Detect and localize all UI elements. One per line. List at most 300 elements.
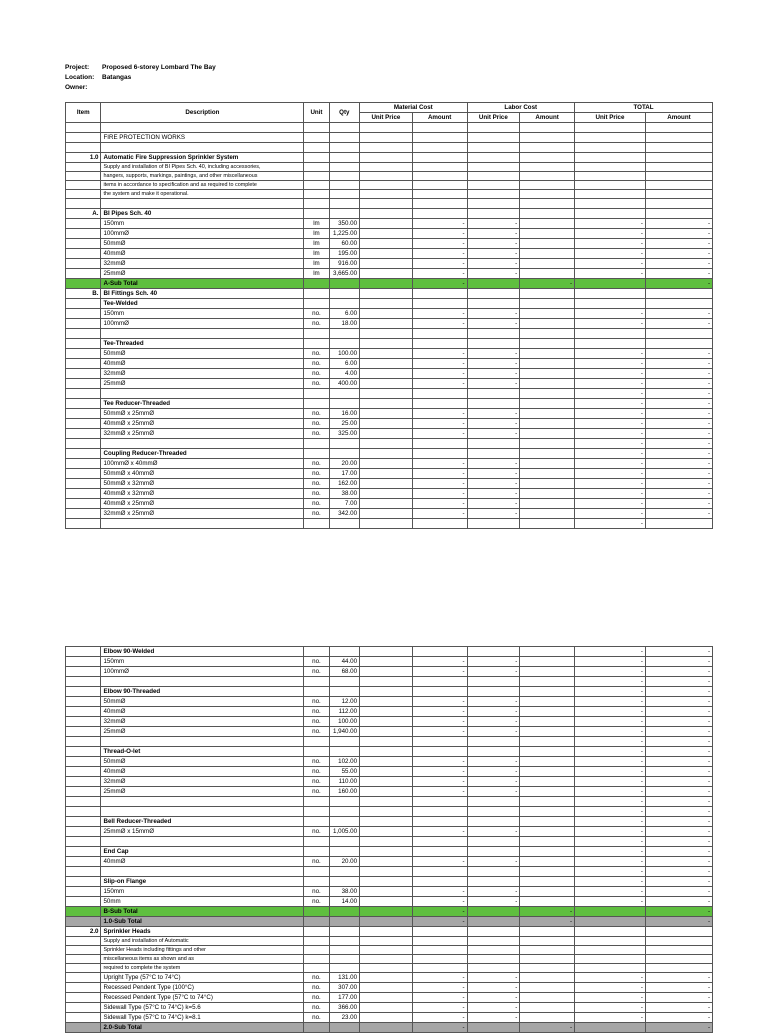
col-material-cost: Material Cost xyxy=(360,103,467,113)
cell-total-unit-price: - xyxy=(575,897,646,907)
cell-total-unit-price: - xyxy=(575,459,646,469)
cell-total-unit-price xyxy=(575,133,646,143)
cell-material-amount: - xyxy=(412,717,467,727)
cell-unit: lm xyxy=(304,229,329,239)
cell-material-unit-price xyxy=(360,163,413,172)
cell-unit xyxy=(304,927,329,937)
cell-qty xyxy=(329,937,359,946)
cell-unit: no. xyxy=(304,767,329,777)
cell-total-unit-price xyxy=(575,917,646,927)
cell-material-amount xyxy=(412,955,467,964)
cell-total-amount: - xyxy=(645,359,712,369)
cell-labor-amount xyxy=(520,249,575,259)
cell-labor-unit-price xyxy=(467,877,520,887)
cell-qty xyxy=(329,199,359,209)
cell-item-no xyxy=(66,964,101,973)
cell-material-amount: - xyxy=(412,259,467,269)
cell-total-amount: - xyxy=(645,777,712,787)
table-row xyxy=(66,1003,713,1013)
subtotal-row xyxy=(66,279,713,289)
cell-total-amount: - xyxy=(645,239,712,249)
cell-material-amount: - xyxy=(412,359,467,369)
cell-total-amount xyxy=(645,329,712,339)
cell-item-no xyxy=(66,181,101,190)
cell-item-no xyxy=(66,409,101,419)
cell-description xyxy=(101,439,304,449)
cell-material-amount: - xyxy=(412,887,467,897)
cell-total-amount: - xyxy=(645,379,712,389)
cell-labor-amount xyxy=(520,499,575,509)
cell-material-amount xyxy=(412,163,467,172)
cell-total-amount: - xyxy=(645,369,712,379)
cell-item-no xyxy=(66,359,101,369)
cell-description: 100mmØ xyxy=(101,319,304,329)
table-row xyxy=(66,927,713,937)
cell-material-unit-price xyxy=(360,955,413,964)
cell-unit: no. xyxy=(304,757,329,767)
cell-unit: no. xyxy=(304,897,329,907)
cell-total-unit-price xyxy=(575,289,646,299)
cell-labor-unit-price: - xyxy=(467,777,520,787)
cell-total-unit-price xyxy=(575,163,646,172)
cell-description: 32mmØ xyxy=(101,777,304,787)
cell-qty: 1,225.00 xyxy=(329,229,359,239)
cell-total-amount: - xyxy=(645,817,712,827)
header-row xyxy=(66,103,713,113)
cell-material-amount xyxy=(412,837,467,847)
cell-description: miscellaneous items as shown and as xyxy=(101,955,304,964)
cell-labor-unit-price: - xyxy=(467,489,520,499)
cell-material-amount: - xyxy=(412,1023,467,1033)
cell-labor-unit-price: - xyxy=(467,379,520,389)
cell-labor-amount xyxy=(520,983,575,993)
cell-qty xyxy=(329,647,359,657)
cell-total-unit-price xyxy=(575,172,646,181)
table-row xyxy=(66,857,713,867)
cell-unit xyxy=(304,399,329,409)
table-row xyxy=(66,249,713,259)
cell-total-unit-price: - xyxy=(575,647,646,657)
cell-material-amount xyxy=(412,153,467,163)
cell-qty xyxy=(329,172,359,181)
cell-labor-unit-price xyxy=(467,867,520,877)
cell-total-unit-price: - xyxy=(575,993,646,1003)
cell-labor-unit-price: - xyxy=(467,857,520,867)
cell-labor-amount xyxy=(520,399,575,409)
cell-material-unit-price xyxy=(360,897,413,907)
cell-labor-unit-price: - xyxy=(467,667,520,677)
cell-item-no xyxy=(66,697,101,707)
table-row xyxy=(66,269,713,279)
cell-material-unit-price xyxy=(360,983,413,993)
table-row xyxy=(66,677,713,687)
cell-description: 25mmØ x 15mmØ xyxy=(101,827,304,837)
cell-labor-amount xyxy=(520,153,575,163)
cell-unit xyxy=(304,163,329,172)
cell-material-unit-price xyxy=(360,133,413,143)
cell-labor-amount xyxy=(520,219,575,229)
cell-item-no xyxy=(66,389,101,399)
cell-total-amount: - xyxy=(645,907,712,917)
cell-material-amount: - xyxy=(412,249,467,259)
cell-labor-amount xyxy=(520,309,575,319)
cell-labor-amount xyxy=(520,339,575,349)
cell-labor-amount: - xyxy=(520,1023,575,1033)
cell-labor-amount xyxy=(520,807,575,817)
cell-total-unit-price xyxy=(575,927,646,937)
cell-qty: 38.00 xyxy=(329,887,359,897)
table-row xyxy=(66,349,713,359)
cell-material-amount: - xyxy=(412,777,467,787)
cell-qty: 4.00 xyxy=(329,369,359,379)
cell-material-amount xyxy=(412,289,467,299)
cell-labor-unit-price xyxy=(467,797,520,807)
cell-qty xyxy=(329,209,359,219)
cell-qty: 23.00 xyxy=(329,1013,359,1023)
cell-unit: no. xyxy=(304,887,329,897)
cell-total-unit-price: - xyxy=(575,219,646,229)
cell-material-unit-price xyxy=(360,469,413,479)
cell-labor-amount xyxy=(520,349,575,359)
table-row xyxy=(66,369,713,379)
table-row xyxy=(66,667,713,677)
cell-material-amount: - xyxy=(412,369,467,379)
cell-material-amount xyxy=(412,449,467,459)
cell-qty: 6.00 xyxy=(329,359,359,369)
cell-labor-amount xyxy=(520,229,575,239)
cell-labor-unit-price xyxy=(467,389,520,399)
cell-material-unit-price xyxy=(360,677,413,687)
table-row xyxy=(66,964,713,973)
cell-unit xyxy=(304,153,329,163)
cell-labor-unit-price: - xyxy=(467,469,520,479)
cell-item-no xyxy=(66,249,101,259)
table-row xyxy=(66,983,713,993)
cell-unit: no. xyxy=(304,459,329,469)
cell-unit: no. xyxy=(304,777,329,787)
cell-material-amount: - xyxy=(412,509,467,519)
cell-labor-amount xyxy=(520,199,575,209)
cell-qty: 307.00 xyxy=(329,983,359,993)
table-row xyxy=(66,399,713,409)
cell-material-amount: - xyxy=(412,429,467,439)
cell-material-amount: - xyxy=(412,309,467,319)
cell-description xyxy=(101,143,304,153)
cell-labor-unit-price xyxy=(467,817,520,827)
cell-material-unit-price xyxy=(360,937,413,946)
cell-total-unit-price xyxy=(575,339,646,349)
table-row xyxy=(66,797,713,807)
cell-material-amount: - xyxy=(412,229,467,239)
cell-labor-amount xyxy=(520,797,575,807)
cell-unit xyxy=(304,647,329,657)
cell-labor-unit-price: - xyxy=(467,479,520,489)
cell-item-no xyxy=(66,509,101,519)
cell-material-unit-price xyxy=(360,209,413,219)
cell-item-no xyxy=(66,172,101,181)
cell-material-unit-price xyxy=(360,927,413,937)
cell-material-unit-price xyxy=(360,509,413,519)
cell-material-amount xyxy=(412,389,467,399)
cell-description: 50mm xyxy=(101,897,304,907)
cell-unit xyxy=(304,123,329,133)
cell-unit xyxy=(304,339,329,349)
cell-labor-amount xyxy=(520,172,575,181)
cell-material-amount xyxy=(412,847,467,857)
cell-labor-amount xyxy=(520,955,575,964)
table-row xyxy=(66,229,713,239)
cell-total-amount: - xyxy=(645,499,712,509)
cell-total-unit-price: - xyxy=(575,379,646,389)
cell-material-unit-price xyxy=(360,349,413,359)
cell-total-unit-price: - xyxy=(575,1013,646,1023)
cell-material-unit-price xyxy=(360,239,413,249)
cell-item-no xyxy=(66,269,101,279)
cell-total-unit-price: - xyxy=(575,309,646,319)
cell-total-unit-price: - xyxy=(575,747,646,757)
cell-material-unit-price xyxy=(360,449,413,459)
table-row xyxy=(66,449,713,459)
cell-unit: no. xyxy=(304,717,329,727)
cell-total-unit-price: - xyxy=(575,419,646,429)
cell-qty xyxy=(329,133,359,143)
cell-item-no xyxy=(66,817,101,827)
cell-material-unit-price xyxy=(360,399,413,409)
cell-total-unit-price: - xyxy=(575,509,646,519)
cell-item-no xyxy=(66,349,101,359)
cell-item-no xyxy=(66,190,101,199)
cell-total-unit-price: - xyxy=(575,867,646,877)
cell-labor-amount xyxy=(520,359,575,369)
cell-material-unit-price xyxy=(360,143,413,153)
cell-qty: 100.00 xyxy=(329,717,359,727)
cell-material-unit-price xyxy=(360,299,413,309)
cell-labor-amount: - xyxy=(520,917,575,927)
cell-description: 25mmØ xyxy=(101,269,304,279)
cell-unit xyxy=(304,389,329,399)
cell-total-unit-price xyxy=(575,123,646,133)
cell-labor-unit-price xyxy=(467,329,520,339)
cell-total-amount xyxy=(645,519,712,529)
cell-total-unit-price xyxy=(575,955,646,964)
table-row xyxy=(66,479,713,489)
cell-total-unit-price xyxy=(575,153,646,163)
cell-labor-amount xyxy=(520,1003,575,1013)
cell-qty xyxy=(329,955,359,964)
table-row xyxy=(66,299,713,309)
cell-labor-amount xyxy=(520,847,575,857)
cell-description: Tee-Welded xyxy=(101,299,304,309)
owner-label: Owner: xyxy=(65,84,88,91)
cell-qty xyxy=(329,917,359,927)
cell-labor-amount xyxy=(520,389,575,399)
cell-labor-unit-price xyxy=(467,181,520,190)
cell-item-no xyxy=(66,499,101,509)
cell-unit xyxy=(304,190,329,199)
cell-total-unit-price: - xyxy=(575,439,646,449)
cell-labor-amount: - xyxy=(520,907,575,917)
cell-item-no xyxy=(66,199,101,209)
cell-description: hangers, supports, markings, paintings, and other miscellaneous xyxy=(101,172,304,181)
cell-total-amount xyxy=(645,123,712,133)
cell-labor-unit-price xyxy=(467,927,520,937)
cell-labor-amount xyxy=(520,509,575,519)
cell-description: 150mm xyxy=(101,887,304,897)
cell-total-unit-price: - xyxy=(575,767,646,777)
cell-unit: no. xyxy=(304,369,329,379)
cell-qty: 350.00 xyxy=(329,219,359,229)
cell-description: 1.0-Sub Total xyxy=(101,917,304,927)
cell-unit xyxy=(304,519,329,529)
cell-material-unit-price xyxy=(360,249,413,259)
cell-material-unit-price xyxy=(360,847,413,857)
cell-material-amount: - xyxy=(412,379,467,389)
cell-material-amount: - xyxy=(412,239,467,249)
cell-labor-unit-price: - xyxy=(467,419,520,429)
cell-qty xyxy=(329,964,359,973)
cell-labor-amount xyxy=(520,449,575,459)
cell-labor-unit-price: - xyxy=(467,973,520,983)
cell-material-unit-price xyxy=(360,181,413,190)
table-row xyxy=(66,319,713,329)
cell-description: 2.0-Sub Total xyxy=(101,1023,304,1033)
cell-unit: no. xyxy=(304,983,329,993)
cell-description: 40mmØ x 32mmØ xyxy=(101,489,304,499)
cell-qty xyxy=(329,737,359,747)
cell-total-amount: - xyxy=(645,867,712,877)
cell-unit: no. xyxy=(304,697,329,707)
cell-qty xyxy=(329,163,359,172)
cell-labor-unit-price xyxy=(467,847,520,857)
cell-unit xyxy=(304,737,329,747)
table-row xyxy=(66,946,713,955)
cell-total-amount: - xyxy=(645,449,712,459)
cell-description: 40mmØ xyxy=(101,857,304,867)
cell-unit xyxy=(304,289,329,299)
cell-material-unit-price xyxy=(360,647,413,657)
cell-labor-amount xyxy=(520,479,575,489)
cell-unit: no. xyxy=(304,349,329,359)
cell-description: the system and make it operational. xyxy=(101,190,304,199)
cell-total-unit-price xyxy=(575,907,646,917)
cell-description: 50mmØ xyxy=(101,239,304,249)
cell-labor-amount xyxy=(520,379,575,389)
cell-material-unit-price xyxy=(360,1003,413,1013)
cell-item-no xyxy=(66,479,101,489)
cell-item-no xyxy=(66,857,101,867)
cell-unit: no. xyxy=(304,667,329,677)
cell-item-no xyxy=(66,657,101,667)
cell-description: 50mmØ xyxy=(101,757,304,767)
cell-description: Supply and installation of Automatic xyxy=(101,937,304,946)
cell-total-amount xyxy=(645,964,712,973)
cell-labor-unit-price xyxy=(467,687,520,697)
cell-total-amount: - xyxy=(645,807,712,817)
cell-unit xyxy=(304,797,329,807)
cell-qty xyxy=(329,747,359,757)
cell-labor-unit-price: - xyxy=(467,309,520,319)
blank-row xyxy=(66,123,713,133)
cell-item-no xyxy=(66,339,101,349)
cell-labor-amount xyxy=(520,519,575,529)
table-row xyxy=(66,707,713,717)
cell-total-unit-price: - xyxy=(575,667,646,677)
cell-labor-unit-price: - xyxy=(467,657,520,667)
cell-material-unit-price xyxy=(360,827,413,837)
cell-labor-unit-price: - xyxy=(467,767,520,777)
table-row xyxy=(66,937,713,946)
cell-unit: no. xyxy=(304,657,329,667)
cell-description: Recessed Pendent Type (100°C) xyxy=(101,983,304,993)
cell-qty xyxy=(329,289,359,299)
cell-labor-amount xyxy=(520,123,575,133)
cell-qty xyxy=(329,677,359,687)
subtotal-row xyxy=(66,1023,713,1033)
cell-material-unit-price xyxy=(360,993,413,1003)
table-row xyxy=(66,887,713,897)
cell-total-amount: - xyxy=(645,1003,712,1013)
cell-item-no xyxy=(66,439,101,449)
cell-qty: 20.00 xyxy=(329,459,359,469)
cell-total-unit-price xyxy=(575,279,646,289)
cell-total-unit-price xyxy=(575,181,646,190)
cell-item-no xyxy=(66,319,101,329)
subtotal-row xyxy=(66,917,713,927)
cell-unit xyxy=(304,677,329,687)
cell-qty xyxy=(329,389,359,399)
cell-total-unit-price xyxy=(575,199,646,209)
cell-labor-amount xyxy=(520,837,575,847)
cell-unit xyxy=(304,837,329,847)
cell-total-unit-price xyxy=(575,946,646,955)
cell-item-no xyxy=(66,907,101,917)
cell-total-unit-price: - xyxy=(575,469,646,479)
cell-labor-unit-price xyxy=(467,299,520,309)
cell-total-amount: - xyxy=(645,319,712,329)
cell-description: Sidewall Type (57°C to 74°C) k=8.1 xyxy=(101,1013,304,1023)
cell-qty xyxy=(329,927,359,937)
cell-total-unit-price: - xyxy=(575,737,646,747)
cell-total-unit-price: - xyxy=(575,369,646,379)
cell-item-no xyxy=(66,1003,101,1013)
cell-unit: lm xyxy=(304,249,329,259)
cell-description: FIRE PROTECTION WORKS xyxy=(101,133,304,143)
cell-qty xyxy=(329,153,359,163)
cell-description: End Cap xyxy=(101,847,304,857)
table-row xyxy=(66,993,713,1003)
cell-total-unit-price xyxy=(575,937,646,946)
project-label: Project: xyxy=(65,64,90,71)
cell-material-unit-price xyxy=(360,837,413,847)
cell-description: 40mmØ xyxy=(101,767,304,777)
cell-description xyxy=(101,519,304,529)
cell-unit: lm xyxy=(304,239,329,249)
table-row xyxy=(66,777,713,787)
cell-labor-amount xyxy=(520,459,575,469)
cell-unit: no. xyxy=(304,409,329,419)
cell-material-amount: - xyxy=(412,409,467,419)
cell-labor-unit-price xyxy=(467,1023,520,1033)
cell-total-amount: - xyxy=(645,747,712,757)
location-line xyxy=(65,73,131,83)
cell-labor-amount xyxy=(520,319,575,329)
cell-unit: no. xyxy=(304,993,329,1003)
table-row xyxy=(66,867,713,877)
cell-labor-unit-price xyxy=(467,399,520,409)
table-row xyxy=(66,767,713,777)
cell-material-amount: - xyxy=(412,667,467,677)
cell-labor-unit-price xyxy=(467,937,520,946)
